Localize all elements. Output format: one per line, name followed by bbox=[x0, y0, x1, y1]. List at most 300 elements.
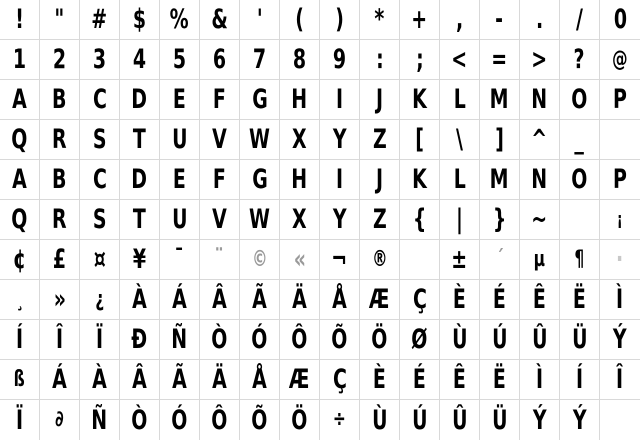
glyph-cell[interactable] bbox=[520, 280, 560, 320]
glyph-character: ¢ bbox=[12, 244, 27, 275]
glyph-character: Ë bbox=[493, 364, 506, 395]
glyph-character: ∂ bbox=[55, 407, 64, 432]
glyph-character: V bbox=[212, 204, 227, 235]
glyph-cell[interactable] bbox=[120, 160, 160, 200]
glyph-cell[interactable] bbox=[120, 360, 160, 400]
glyph-character: K bbox=[412, 84, 427, 115]
glyph-cell[interactable] bbox=[560, 240, 600, 280]
glyph-cell[interactable] bbox=[40, 40, 80, 80]
glyph-cell[interactable] bbox=[200, 0, 240, 40]
glyph-cell[interactable] bbox=[0, 40, 40, 80]
glyph-character: G bbox=[251, 84, 268, 115]
glyph-character: W bbox=[249, 204, 270, 235]
glyph-character: Ý bbox=[532, 404, 547, 436]
glyph-cell[interactable] bbox=[520, 320, 560, 360]
glyph-cell[interactable] bbox=[400, 320, 440, 360]
glyph-cell[interactable] bbox=[360, 160, 400, 200]
glyph-cell[interactable] bbox=[480, 360, 520, 400]
glyph-character: Á bbox=[172, 284, 187, 315]
glyph-cell[interactable] bbox=[240, 200, 280, 240]
glyph-cell[interactable] bbox=[200, 320, 240, 360]
glyph-cell[interactable] bbox=[520, 160, 560, 200]
glyph-cell[interactable] bbox=[280, 40, 320, 80]
glyph-cell[interactable] bbox=[40, 80, 80, 120]
glyph-cell[interactable] bbox=[480, 80, 520, 120]
glyph-cell[interactable] bbox=[400, 80, 440, 120]
glyph-cell[interactable] bbox=[200, 240, 240, 280]
glyph-character: N bbox=[531, 164, 548, 195]
glyph-character: R bbox=[52, 124, 67, 155]
glyph-cell[interactable] bbox=[360, 80, 400, 120]
glyph-character: = bbox=[491, 44, 508, 75]
glyph-character: W bbox=[249, 124, 270, 155]
glyph-character: G bbox=[251, 164, 268, 195]
glyph-character: ß bbox=[13, 366, 26, 392]
glyph-character: Ý bbox=[613, 324, 627, 355]
glyph-cell[interactable] bbox=[400, 240, 440, 280]
glyph-cell[interactable] bbox=[240, 320, 280, 360]
glyph-character: Ê bbox=[533, 284, 546, 315]
glyph-character: ^ bbox=[531, 124, 548, 155]
glyph-character: » bbox=[53, 284, 66, 315]
glyph-cell[interactable] bbox=[320, 160, 360, 200]
glyph-character: ¡ bbox=[617, 208, 623, 230]
glyph-character: { bbox=[412, 204, 427, 235]
glyph-cell[interactable] bbox=[160, 360, 200, 400]
glyph-character: Ò bbox=[211, 324, 228, 355]
glyph-cell[interactable] bbox=[160, 320, 200, 360]
glyph-character: Ô bbox=[291, 324, 308, 355]
glyph-cell[interactable] bbox=[360, 320, 400, 360]
glyph-character: 6 bbox=[212, 44, 227, 75]
glyph-cell[interactable] bbox=[520, 40, 560, 80]
glyph-cell[interactable] bbox=[40, 120, 80, 160]
glyph-cell[interactable] bbox=[160, 240, 200, 280]
glyph-character: # bbox=[91, 4, 108, 35]
glyph-character: X bbox=[292, 204, 307, 235]
glyph-cell[interactable] bbox=[40, 0, 80, 40]
glyph-character: · bbox=[616, 244, 624, 275]
glyph-cell[interactable] bbox=[0, 80, 40, 120]
glyph-cell[interactable] bbox=[0, 360, 40, 400]
glyph-cell[interactable] bbox=[520, 360, 560, 400]
glyph-cell[interactable] bbox=[200, 280, 240, 320]
glyph-character: Ú bbox=[411, 404, 428, 436]
glyph-cell[interactable] bbox=[360, 360, 400, 400]
glyph-cell[interactable] bbox=[240, 120, 280, 160]
glyph-cell[interactable] bbox=[280, 0, 320, 40]
glyph-character: | bbox=[456, 204, 463, 235]
glyph-character: ® bbox=[371, 246, 388, 272]
glyph-cell[interactable] bbox=[80, 200, 120, 240]
glyph-character: É bbox=[493, 284, 506, 315]
glyph-character: Ý bbox=[572, 404, 587, 436]
glyph-character: % bbox=[170, 4, 189, 35]
glyph-cell[interactable] bbox=[320, 80, 360, 120]
glyph-character: Á bbox=[52, 364, 67, 395]
glyph-cell[interactable] bbox=[440, 360, 480, 400]
glyph-cell[interactable] bbox=[40, 160, 80, 200]
glyph-cell[interactable] bbox=[320, 120, 360, 160]
glyph-character: Ã bbox=[252, 284, 267, 315]
glyph-cell[interactable] bbox=[240, 0, 280, 40]
glyph-cell[interactable] bbox=[40, 400, 80, 440]
glyph-cell[interactable] bbox=[360, 280, 400, 320]
glyph-character: Ä bbox=[212, 364, 227, 395]
glyph-cell[interactable] bbox=[240, 80, 280, 120]
glyph-cell[interactable] bbox=[160, 120, 200, 160]
glyph-character: K bbox=[412, 164, 427, 195]
glyph-character: 3 bbox=[92, 44, 107, 75]
glyph-cell[interactable] bbox=[480, 280, 520, 320]
glyph-cell[interactable] bbox=[440, 40, 480, 80]
glyph-cell[interactable] bbox=[80, 400, 120, 440]
glyph-character: S bbox=[92, 124, 107, 155]
glyph-cell[interactable] bbox=[360, 240, 400, 280]
glyph-cell[interactable] bbox=[0, 200, 40, 240]
glyph-cell[interactable] bbox=[440, 200, 480, 240]
glyph-cell[interactable] bbox=[240, 240, 280, 280]
glyph-character: © bbox=[251, 246, 268, 272]
glyph-cell[interactable] bbox=[280, 240, 320, 280]
glyph-cell[interactable] bbox=[400, 120, 440, 160]
glyph-cell[interactable] bbox=[360, 40, 400, 80]
glyph-character: Õ bbox=[331, 324, 348, 355]
glyph-character: ¤ bbox=[93, 244, 106, 275]
glyph-character: ~ bbox=[531, 204, 548, 235]
glyph-character: Ï bbox=[15, 404, 24, 436]
glyph-cell[interactable] bbox=[600, 160, 640, 200]
glyph-character: Ó bbox=[251, 324, 268, 355]
glyph-character: Û bbox=[451, 404, 468, 436]
glyph-cell[interactable] bbox=[200, 400, 240, 440]
glyph-cell[interactable] bbox=[440, 280, 480, 320]
glyph-cell[interactable] bbox=[120, 80, 160, 120]
glyph-character: ÷ bbox=[333, 407, 346, 432]
glyph-character: D bbox=[131, 84, 148, 115]
glyph-cell[interactable] bbox=[40, 240, 80, 280]
glyph-character: Ó bbox=[171, 404, 188, 436]
glyph-character: 5 bbox=[172, 44, 187, 75]
glyph-cell[interactable] bbox=[480, 160, 520, 200]
glyph-character: H bbox=[291, 84, 308, 115]
glyph-character: « bbox=[293, 244, 306, 275]
glyph-character: X bbox=[292, 124, 307, 155]
glyph-cell[interactable] bbox=[440, 0, 480, 40]
glyph-cell[interactable] bbox=[80, 320, 120, 360]
glyph-cell[interactable] bbox=[160, 280, 200, 320]
glyph-cell[interactable] bbox=[560, 280, 600, 320]
glyph-cell[interactable] bbox=[400, 160, 440, 200]
glyph-cell[interactable] bbox=[400, 400, 440, 440]
glyph-character: T bbox=[133, 204, 146, 235]
glyph-cell[interactable] bbox=[600, 80, 640, 120]
glyph-cell[interactable] bbox=[320, 360, 360, 400]
glyph-cell[interactable] bbox=[320, 240, 360, 280]
glyph-cell[interactable] bbox=[80, 360, 120, 400]
glyph-cell[interactable] bbox=[0, 400, 40, 440]
glyph-character: Ï bbox=[95, 324, 104, 355]
glyph-character: ] bbox=[495, 124, 504, 155]
glyph-cell[interactable] bbox=[440, 120, 480, 160]
glyph-cell[interactable] bbox=[320, 280, 360, 320]
glyph-cell[interactable] bbox=[120, 0, 160, 40]
glyph-character: 7 bbox=[252, 44, 267, 75]
glyph-character: ( bbox=[295, 4, 304, 35]
glyph-character: 4 bbox=[132, 44, 147, 75]
glyph-cell[interactable] bbox=[280, 160, 320, 200]
glyph-cell[interactable] bbox=[280, 320, 320, 360]
glyph-character: } bbox=[492, 204, 507, 235]
glyph-cell[interactable] bbox=[240, 400, 280, 440]
glyph-cell[interactable] bbox=[40, 320, 80, 360]
glyph-cell[interactable] bbox=[440, 160, 480, 200]
glyph-character: H bbox=[291, 164, 308, 195]
glyph-cell[interactable] bbox=[120, 200, 160, 240]
glyph-character: + bbox=[411, 4, 428, 35]
glyph-character: Y bbox=[332, 124, 347, 155]
glyph-cell[interactable] bbox=[480, 320, 520, 360]
glyph-cell[interactable] bbox=[480, 200, 520, 240]
glyph-cell[interactable] bbox=[120, 280, 160, 320]
glyph-character: Ø bbox=[411, 324, 428, 355]
glyph-cell[interactable] bbox=[0, 0, 40, 40]
glyph-character: Ç bbox=[412, 284, 427, 315]
glyph-cell[interactable] bbox=[280, 280, 320, 320]
glyph-cell[interactable] bbox=[520, 200, 560, 240]
glyph-cell[interactable] bbox=[320, 0, 360, 40]
glyph-cell[interactable] bbox=[520, 0, 560, 40]
glyph-cell[interactable] bbox=[200, 160, 240, 200]
glyph-character: @ bbox=[612, 46, 628, 72]
glyph-character: Ê bbox=[453, 364, 466, 395]
glyph-character: I bbox=[335, 84, 344, 115]
glyph-character: / bbox=[576, 4, 583, 35]
glyph-cell[interactable] bbox=[520, 80, 560, 120]
glyph-cell[interactable] bbox=[40, 280, 80, 320]
glyph-cell[interactable] bbox=[80, 280, 120, 320]
glyph-cell[interactable] bbox=[80, 160, 120, 200]
glyph-character: 1 bbox=[12, 44, 27, 75]
glyph-cell[interactable] bbox=[200, 200, 240, 240]
glyph-cell[interactable] bbox=[360, 120, 400, 160]
glyph-cell[interactable] bbox=[0, 280, 40, 320]
glyph-cell[interactable] bbox=[600, 40, 640, 80]
glyph-cell[interactable] bbox=[160, 80, 200, 120]
glyph-cell[interactable] bbox=[80, 120, 120, 160]
glyph-cell[interactable] bbox=[400, 200, 440, 240]
glyph-cell[interactable] bbox=[520, 120, 560, 160]
glyph-character: [ bbox=[415, 124, 424, 155]
glyph-cell[interactable] bbox=[160, 40, 200, 80]
glyph-cell[interactable] bbox=[600, 120, 640, 160]
glyph-character: Õ bbox=[251, 404, 268, 436]
glyph-cell[interactable] bbox=[560, 360, 600, 400]
glyph-character: L bbox=[453, 164, 466, 195]
glyph-cell[interactable] bbox=[360, 200, 400, 240]
glyph-character: Y bbox=[332, 204, 347, 235]
glyph-cell[interactable] bbox=[240, 40, 280, 80]
glyph-cell[interactable] bbox=[400, 360, 440, 400]
glyph-cell[interactable] bbox=[280, 120, 320, 160]
glyph-cell[interactable] bbox=[200, 120, 240, 160]
glyph-character: O bbox=[571, 84, 588, 115]
glyph-cell[interactable] bbox=[480, 40, 520, 80]
glyph-cell[interactable] bbox=[560, 120, 600, 160]
glyph-character: Å bbox=[332, 284, 347, 315]
glyph-character: D bbox=[131, 164, 148, 195]
glyph-cell[interactable] bbox=[440, 320, 480, 360]
glyph-character: U bbox=[171, 124, 188, 155]
glyph-character: P bbox=[613, 84, 627, 115]
glyph-character: A bbox=[12, 164, 27, 195]
glyph-cell[interactable] bbox=[600, 400, 640, 440]
glyph-character: F bbox=[213, 164, 226, 195]
glyph-character: Æ bbox=[369, 284, 390, 315]
glyph-cell[interactable] bbox=[120, 40, 160, 80]
glyph-character: ¥ bbox=[132, 244, 147, 275]
glyph-character: Î bbox=[55, 324, 64, 355]
glyph-character: A bbox=[12, 84, 27, 115]
glyph-character: E bbox=[173, 164, 186, 195]
glyph-cell[interactable] bbox=[480, 240, 520, 280]
glyph-cell[interactable] bbox=[160, 160, 200, 200]
glyph-cell[interactable] bbox=[120, 240, 160, 280]
glyph-cell[interactable] bbox=[560, 320, 600, 360]
glyph-character: O bbox=[571, 164, 588, 195]
glyph-cell[interactable] bbox=[560, 40, 600, 80]
glyph-character: Ì bbox=[535, 364, 544, 395]
glyph-cell[interactable] bbox=[600, 200, 640, 240]
glyph-cell[interactable] bbox=[240, 360, 280, 400]
glyph-character: ± bbox=[451, 244, 468, 275]
glyph-character: M bbox=[490, 84, 509, 115]
glyph-character: Ù bbox=[451, 324, 468, 355]
glyph-character: Â bbox=[212, 284, 227, 315]
glyph-cell[interactable] bbox=[120, 320, 160, 360]
glyph-cell[interactable] bbox=[480, 400, 520, 440]
glyph-cell[interactable] bbox=[240, 160, 280, 200]
glyph-character: Û bbox=[531, 324, 548, 355]
glyph-character: C bbox=[92, 164, 107, 195]
glyph-cell[interactable] bbox=[400, 280, 440, 320]
glyph-cell[interactable] bbox=[120, 400, 160, 440]
glyph-cell[interactable] bbox=[440, 240, 480, 280]
glyph-cell[interactable] bbox=[160, 400, 200, 440]
glyph-character: . bbox=[535, 4, 544, 35]
glyph-character: Ì bbox=[616, 284, 624, 315]
glyph-cell[interactable] bbox=[320, 200, 360, 240]
glyph-character: S bbox=[92, 204, 107, 235]
glyph-cell[interactable] bbox=[280, 360, 320, 400]
glyph-cell[interactable] bbox=[400, 0, 440, 40]
glyph-cell[interactable] bbox=[280, 200, 320, 240]
glyph-character: Ü bbox=[571, 324, 588, 355]
glyph-character: ¶ bbox=[574, 246, 585, 272]
glyph-character: Q bbox=[11, 204, 28, 235]
glyph-cell[interactable] bbox=[560, 160, 600, 200]
glyph-cell[interactable] bbox=[200, 360, 240, 400]
glyph-cell[interactable] bbox=[320, 40, 360, 80]
glyph-cell[interactable] bbox=[320, 400, 360, 440]
glyph-cell[interactable] bbox=[80, 0, 120, 40]
glyph-cell[interactable] bbox=[280, 400, 320, 440]
glyph-cell[interactable] bbox=[320, 320, 360, 360]
glyph-character: Ô bbox=[211, 404, 228, 436]
glyph-cell[interactable] bbox=[0, 320, 40, 360]
glyph-cell[interactable] bbox=[560, 80, 600, 120]
glyph-cell[interactable] bbox=[600, 240, 640, 280]
glyph-cell[interactable] bbox=[560, 200, 600, 240]
glyph-character: 2 bbox=[52, 44, 67, 75]
glyph-cell[interactable] bbox=[520, 400, 560, 440]
glyph-character: Â bbox=[132, 364, 147, 395]
glyph-cell[interactable] bbox=[200, 40, 240, 80]
glyph-character: Ò bbox=[131, 404, 148, 436]
glyph-cell[interactable] bbox=[40, 360, 80, 400]
glyph-cell[interactable] bbox=[80, 240, 120, 280]
glyph-character: * bbox=[374, 4, 385, 35]
glyph-cell[interactable] bbox=[160, 0, 200, 40]
glyph-character: Ð bbox=[131, 324, 148, 355]
glyph-character: ) bbox=[335, 4, 344, 35]
glyph-cell[interactable] bbox=[600, 280, 640, 320]
glyph-character: : bbox=[375, 44, 384, 75]
glyph-character: À bbox=[132, 284, 147, 315]
glyph-cell[interactable] bbox=[80, 80, 120, 120]
glyph-cell[interactable] bbox=[360, 0, 400, 40]
glyph-cell[interactable] bbox=[200, 80, 240, 120]
glyph-character: Q bbox=[11, 124, 28, 155]
glyph-character: Í bbox=[15, 324, 24, 355]
glyph-character: ¨ bbox=[214, 244, 225, 275]
glyph-character: Ä bbox=[292, 284, 307, 315]
glyph-character: ; bbox=[415, 44, 424, 75]
glyph-cell[interactable] bbox=[440, 400, 480, 440]
glyph-cell[interactable] bbox=[480, 0, 520, 40]
glyph-cell[interactable] bbox=[280, 80, 320, 120]
glyph-cell[interactable] bbox=[80, 40, 120, 80]
glyph-character: Ö bbox=[291, 404, 308, 436]
glyph-cell[interactable] bbox=[600, 0, 640, 40]
glyph-cell[interactable] bbox=[40, 200, 80, 240]
glyph-cell[interactable] bbox=[360, 400, 400, 440]
glyph-cell[interactable] bbox=[240, 280, 280, 320]
glyph-cell[interactable] bbox=[480, 120, 520, 160]
glyph-cell[interactable] bbox=[560, 400, 600, 440]
glyph-cell[interactable] bbox=[560, 0, 600, 40]
glyph-cell[interactable] bbox=[400, 40, 440, 80]
glyph-character: Ñ bbox=[91, 404, 108, 436]
glyph-cell[interactable] bbox=[600, 360, 640, 400]
glyph-cell[interactable] bbox=[0, 240, 40, 280]
glyph-character: , bbox=[455, 4, 464, 35]
glyph-character: Z bbox=[372, 204, 387, 235]
glyph-cell[interactable] bbox=[440, 80, 480, 120]
glyph-character: 8 bbox=[292, 44, 307, 75]
glyph-character: À bbox=[92, 364, 107, 395]
glyph-character: Ñ bbox=[171, 324, 188, 355]
glyph-cell[interactable] bbox=[520, 240, 560, 280]
glyph-cell[interactable] bbox=[0, 160, 40, 200]
glyph-cell[interactable] bbox=[120, 120, 160, 160]
glyph-cell[interactable] bbox=[160, 200, 200, 240]
glyph-character: & bbox=[211, 4, 228, 35]
glyph-character: T bbox=[133, 124, 146, 155]
glyph-cell[interactable] bbox=[0, 120, 40, 160]
glyph-character: B bbox=[52, 164, 67, 195]
glyph-cell[interactable] bbox=[600, 320, 640, 360]
